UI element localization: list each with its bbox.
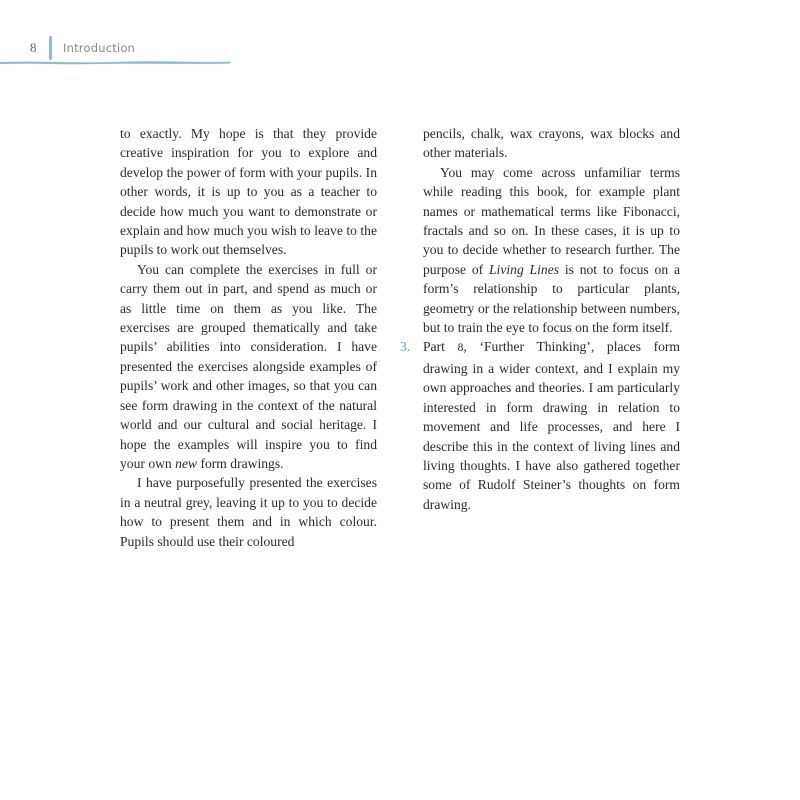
header-brush-rule xyxy=(0,59,230,65)
right-column xyxy=(400,124,681,514)
paragraph xyxy=(120,124,377,260)
section-title: Introduction xyxy=(63,41,136,55)
page-number: 8 xyxy=(30,40,37,55)
paragraph-text: form drawings. xyxy=(197,455,284,471)
paragraph-text: is not to focus on a form’s relationship to particular plants, geometry or the relationship between numbers, but to train the eye to focus on the form itself. xyxy=(423,261,680,336)
left-column xyxy=(120,124,377,551)
paragraph xyxy=(120,473,377,551)
emphasis-text: new xyxy=(175,455,198,471)
paragraph-text: You can complete the exercises in full or carry them out in part, and spend as much or as little time on them as you like. The exercises are grouped thematically and take pupils’ abilities into consideration. I have presented the exercises alongside examples of pupils’ work and other images, so that you can see form drawing in the context of the natural world and our cultural and social heritage. I hope the examples will inspire you to find your own xyxy=(120,261,377,471)
part-number: 8 xyxy=(457,342,464,355)
paragraph-text: , ‘Further Thinking’, places form drawing in a wider context, and I explain my own approaches and theories. I am particularly interested in form drawing in relation to movement and life processes, and here I describe this in the context of living lines and living thoughts. I have also gathered together some of Rudolf Steiner’s thoughts on form drawing. xyxy=(423,339,681,512)
header-divider xyxy=(49,36,52,60)
paragraph-text: I have purposefully presented the exercises in a neutral grey, leaving it up to you to decide how to present them and in which colour. Pupils should use their coloured xyxy=(120,475,377,549)
paragraph xyxy=(423,124,680,163)
paragraph xyxy=(423,163,680,338)
list-marker: 3. xyxy=(400,339,411,355)
paragraph-text: Part xyxy=(423,339,458,355)
paragraph xyxy=(120,260,377,473)
paragraph-text: pencils, chalk, wax crayons, wax blocks and other materials. xyxy=(423,126,680,161)
list-item xyxy=(400,337,681,514)
paragraph-text: You may come across unfamiliar terms while reading this book, for example plant names or mathematical terms like Fibonacci, fractals and so on. In these cases, it is up to you to decide whether to research further. The purpose of xyxy=(423,164,680,277)
paragraph-text: to exactly. My hope is that they provide creative inspiration for you to explore and develop the power of form with your pupils. In other words, it is up to you as a teacher to decide how much you want to demonstrate or explain and how much you wish to leave to the pupils to work out themselves. xyxy=(120,126,377,258)
page-header xyxy=(0,0,800,70)
book-title-text: Living Lines xyxy=(489,261,560,277)
